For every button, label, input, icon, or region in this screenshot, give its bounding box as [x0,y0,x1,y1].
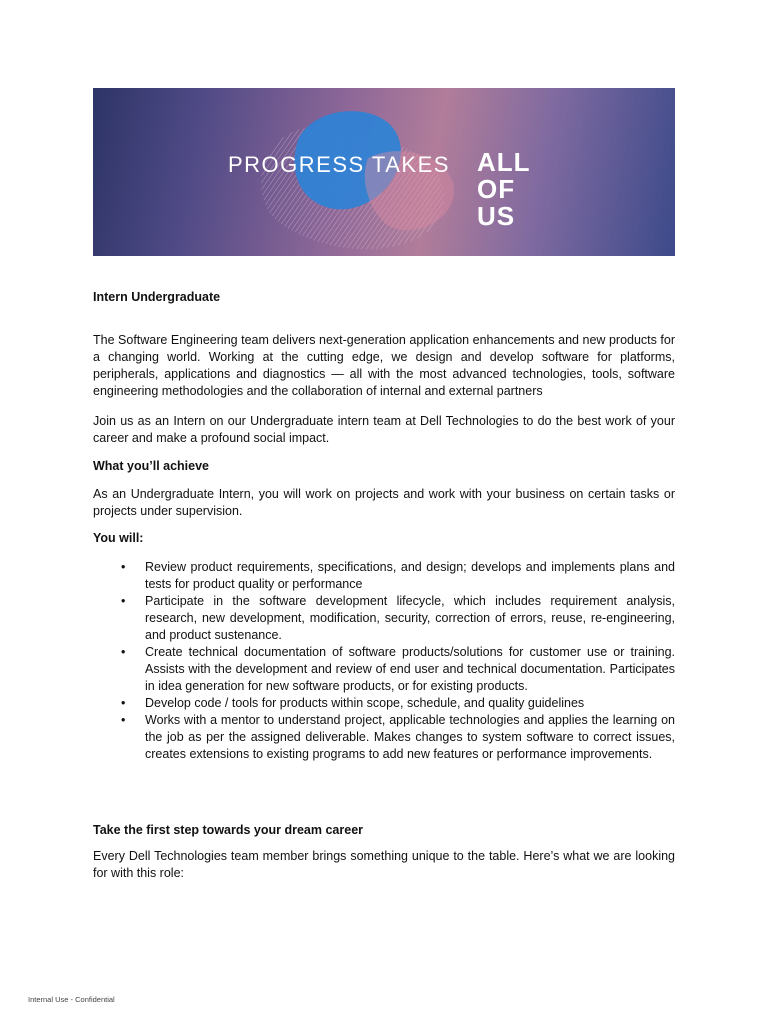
banner-line-us: US [477,201,516,231]
banner-line-of: OF [477,174,516,204]
list-item [93,559,675,593]
list-item-text: Create technical documentation of software products/solutions for customer use or training. Assists with the development and review of end user and technical documentation. Participates in idea generation for new software products, or for existing products. [145,645,675,693]
youwill-heading: You will: [93,531,144,545]
list-item [93,712,675,763]
list-item [93,644,675,695]
responsibilities-list [93,559,675,763]
next-heading: Take the first step towards your dream career [93,823,364,837]
achieve-heading: What you’ll achieve [93,459,210,473]
confidential-footer: Internal Use - Confidential [28,995,115,1004]
achieve-text: As an Undergraduate Intern, you will work on projects and work with your business on certain tasks or projects under supervision. [93,487,675,518]
next-paragraph [93,848,675,882]
list-item [93,593,675,644]
bullet-icon: • [121,645,126,659]
list-item-text: Develop code / tools for products within scope, schedule, and quality guidelines [145,696,585,710]
intro-text: The Software Engineering team delivers next-generation application enhancements and new products for a changing world. Working at the cutting edge, we design and develop software for platforms, peripherals, applications and diagnostics — all with the most advanced technologies, tools, software engineering methodologies and the collaboration of internal and external partners [93,333,675,398]
join-paragraph [93,413,675,447]
bullet-icon: • [121,713,126,727]
bullet-icon: • [121,696,126,710]
bullet-icon: • [121,560,126,574]
list-item-text: Works with a mentor to understand project, applicable technologies and applies the learning on the job as per the assigned deliverable. Makes changes to system software to correct issues, creates extensions to existing programs to add new features or performance improvements. [145,713,675,761]
hero-banner [93,88,675,256]
banner-emphasis [477,149,531,230]
list-item-text: Review product requirements, specifications, and design; develops and implements plans and tests for product quality or performance [145,560,675,591]
next-text: Every Dell Technologies team member brings something unique to the table. Here’s what we are looking for with this role: [93,849,675,880]
banner-line-all: ALL [477,147,531,177]
intro-paragraph [93,332,675,400]
bullet-icon: • [121,594,126,608]
list-item-text: Participate in the software development lifecycle, which includes requirement analysis, research, new development, modification, security, correction of errors, reuse, re-engineering, and product sustenance. [145,594,675,642]
achieve-paragraph [93,486,675,520]
join-text: Join us as an Intern on our Undergraduate intern team at Dell Technologies to do the best work of your career and make a profound social impact. [93,414,675,445]
job-title: Intern Undergraduate [93,290,221,304]
banner-headline: PROGRESS TAKES [228,152,450,177]
list-item [93,695,675,712]
